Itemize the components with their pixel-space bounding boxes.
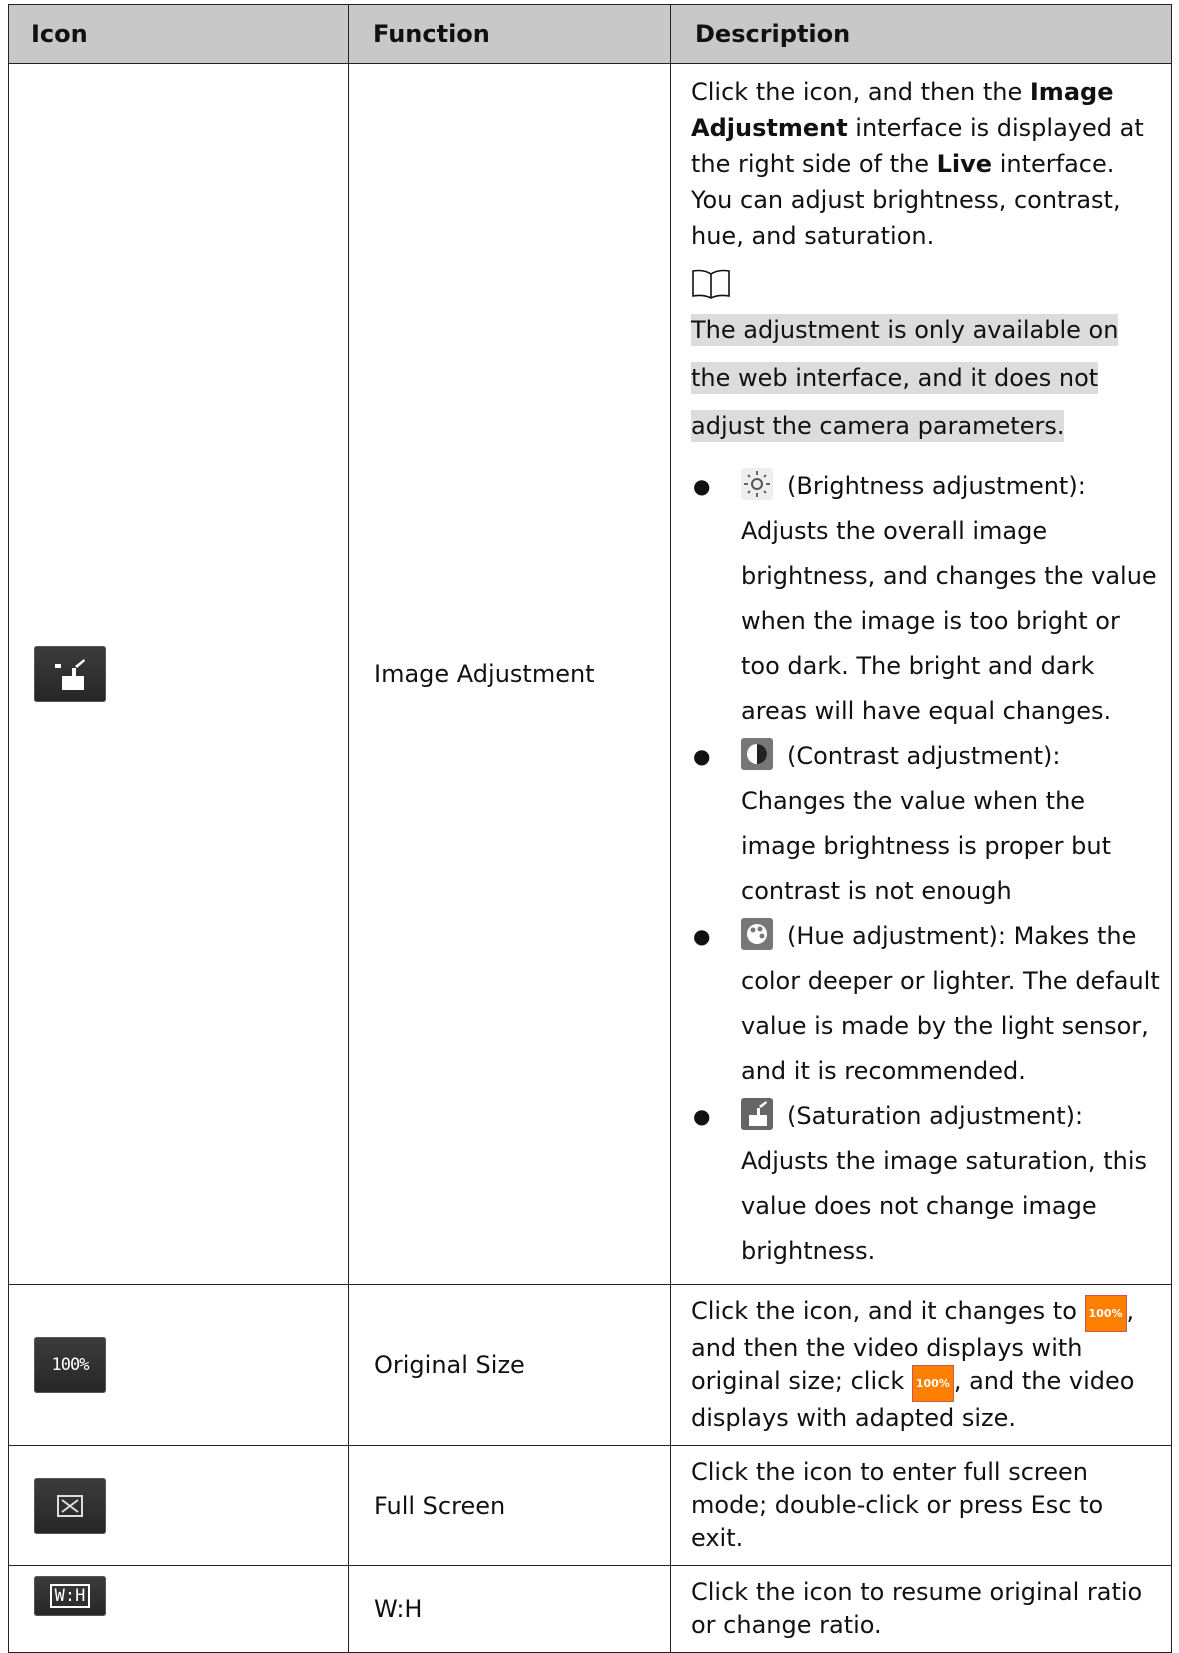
hue-icon (741, 918, 773, 950)
orange-100-icon: 100% (912, 1365, 954, 1402)
saturation-icon (741, 1098, 773, 1130)
image-adjustment-icon (34, 646, 106, 702)
function-label: Original Size (349, 1285, 671, 1446)
header-function: Function (349, 5, 671, 64)
list-item: ● (Saturation adjustment): Adjusts the image saturation, this value does not change image brightness. (691, 1094, 1163, 1274)
table-header-row (9, 5, 1172, 64)
list-item: ● (Hue adjustment): Makes the color deeper or lighter. The default value is made by the light sensor, and it is recommended. (691, 914, 1163, 1094)
original-size-icon: 100% (34, 1337, 106, 1393)
table-row (9, 64, 1172, 1285)
function-label: Full Screen (349, 1446, 671, 1566)
function-label: W:H (349, 1566, 671, 1653)
wh-ratio-icon: W:H (34, 1576, 106, 1616)
header-description: Description (671, 5, 1172, 64)
adjustment-list (691, 464, 1163, 1274)
description-intro: Click the icon, and then the Image Adjustment interface is displayed at the right side of the Live interface. You can adjust brightness, contrast, hue, and saturation. (691, 78, 1144, 250)
table-row (9, 1285, 1172, 1446)
table-row (9, 1446, 1172, 1566)
note-book-icon (691, 268, 1163, 302)
header-icon: Icon (9, 5, 349, 64)
table-row (9, 1566, 1172, 1653)
list-item: ● (Brightness adjustment): Adjusts the overall image brightness, and changes the value when the image is too bright or too dark. The bright and dark areas will have equal changes. (691, 464, 1163, 734)
function-label: Image Adjustment (349, 64, 671, 1285)
note-text: The adjustment is only available on the web interface, and it does not adjust the camera parameters. (691, 316, 1119, 440)
description-text: Click the icon to resume original ratio or change ratio. (671, 1566, 1172, 1653)
full-screen-icon (34, 1478, 106, 1534)
description-text: Click the icon to enter full screen mode; double-click or press Esc to exit. (671, 1446, 1172, 1566)
orange-100-icon: 100% (1085, 1295, 1127, 1332)
brightness-icon (741, 468, 773, 500)
function-table (8, 4, 1172, 1653)
description-text: Click the icon, and it changes to 100% , and then the video displays with original size; click 100% , and the video displays with adapted size. (671, 1285, 1172, 1446)
contrast-icon (741, 738, 773, 770)
list-item: ● (Contrast adjustment): Changes the value when the image brightness is proper but contrast is not enough (691, 734, 1163, 914)
